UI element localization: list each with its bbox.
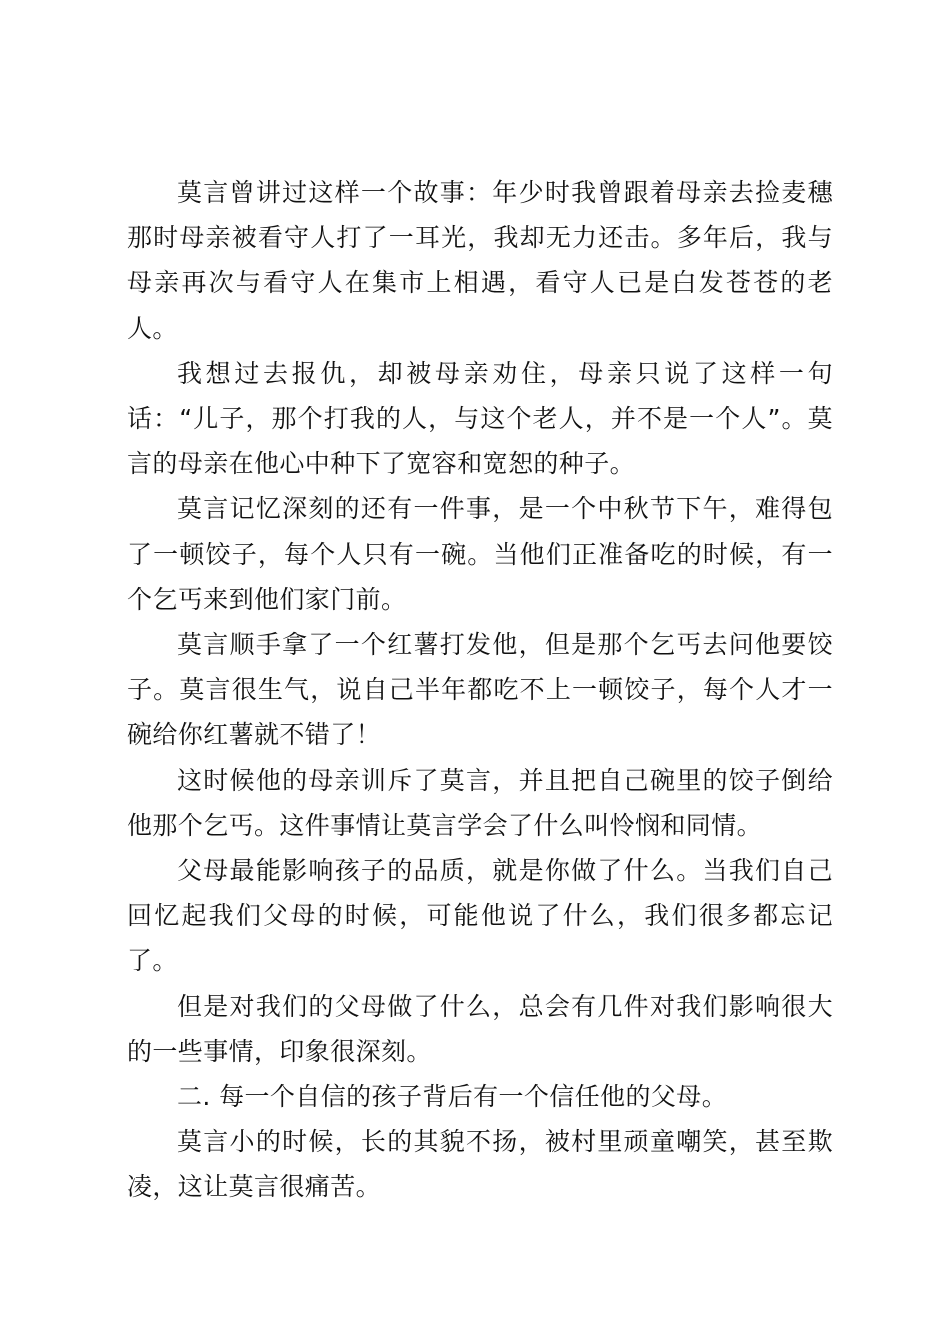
paragraph-compassion: 这时候他的母亲训斥了莫言，并且把自己碗里的饺子倒给他那个乞丐。这件事情让莫言学会了什么叫怜悯和同情。 xyxy=(127,765,833,840)
document-body xyxy=(127,170,833,1210)
paragraph-story-intro: 莫言曾讲过这样一个故事：年少时我曾跟着母亲去捡麦穗那时母亲被看守人打了一耳光，我却无力还击。多年后，我与母亲再次与看守人在集市上相遇，看守人已是白发苍苍的老人。 xyxy=(127,178,833,343)
paragraph-mid-autumn: 莫言记忆深刻的还有一件事，是一个中秋节下午，难得包了一顿饺子，每个人只有一碗。当他们正准备吃的时候，有一个乞丐来到他们家门前。 xyxy=(127,494,833,614)
paragraph-beggar: 莫言顺手拿了一个红薯打发他，但是那个乞丐去问他要饺子。莫言很生气，说自己半年都吃不上一顿饺子，每个人才一碗给你红薯就不错了！ xyxy=(127,630,833,750)
paragraph-deep-impression: 但是对我们的父母做了什么，总会有几件对我们影响很大的一些事情，印象很深刻。 xyxy=(127,991,833,1066)
section-heading-two: 二. 每一个自信的孩子背后有一个信任他的父母。 xyxy=(177,1082,728,1112)
paragraph-childhood: 莫言小的时候，长的其貌不扬，被村里顽童嘲笑，甚至欺凌，这让莫言很痛苦。 xyxy=(127,1127,833,1202)
paragraph-mother-words: 我想过去报仇，却被母亲劝住，母亲只说了这样一句话：“儿子，那个打我的人，与这个老人，并不是一个人”。莫言的母亲在他心中种下了宽容和宽恕的种子。 xyxy=(127,358,833,479)
paragraph-parents-influence: 父母最能影响孩子的品质，就是你做了什么。当我们自己回忆起我们父母的时候，可能他说了什么，我们很多都忘记了。 xyxy=(127,856,833,976)
